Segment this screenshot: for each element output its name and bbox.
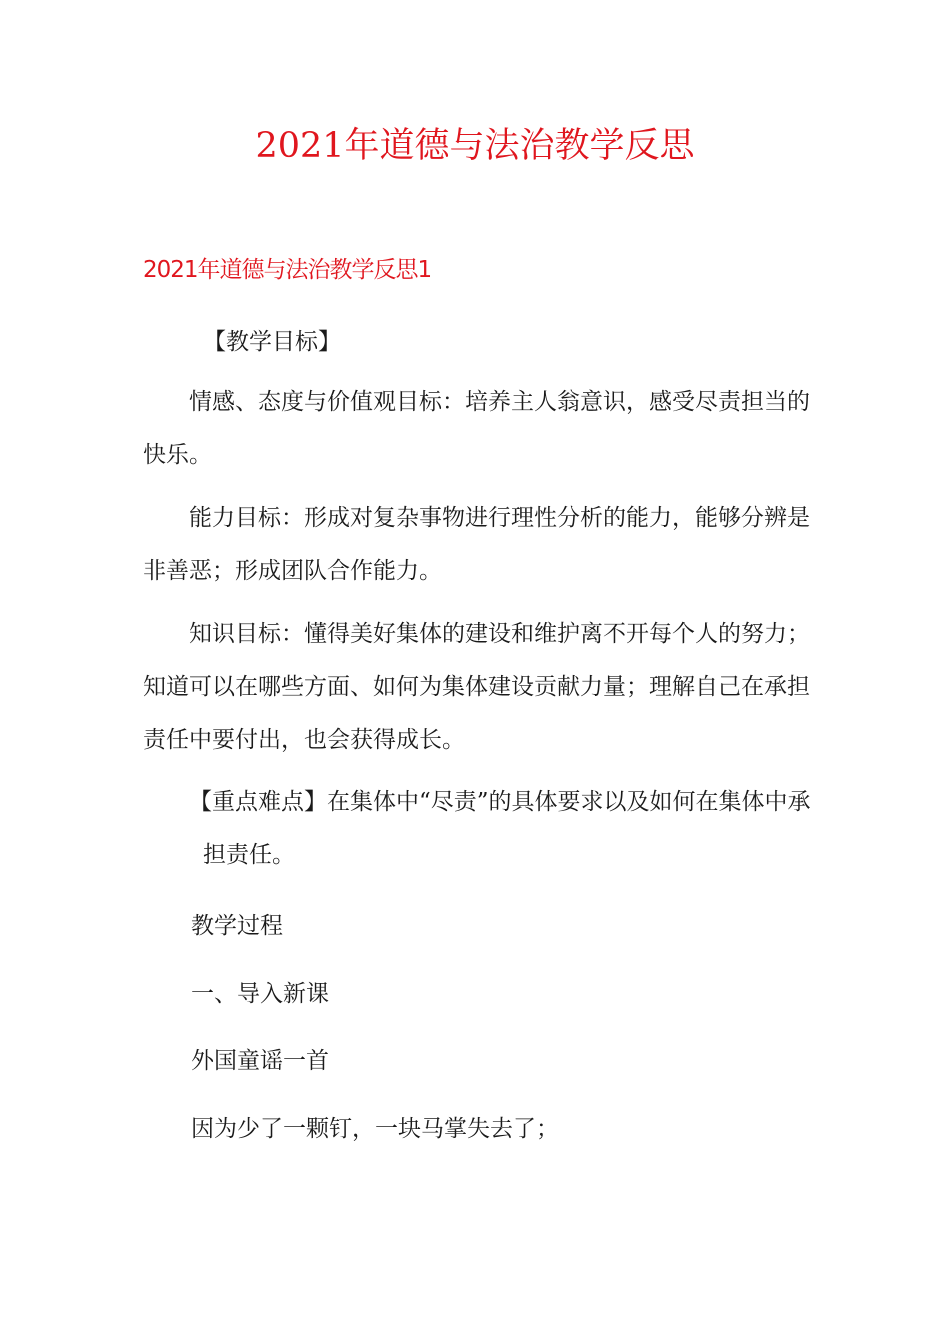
- emotion-goal-paragraph: 情感、态度与价值观目标：培养主人翁意识，感受尽责担当的快乐。: [143, 389, 810, 468]
- knowledge-goal-paragraph: 知识目标：懂得美好集体的建设和维护离不开每个人的努力；知道可以在哪些方面、如何为集体建设贡献力量；理解自己在承担责任中要付出，也会获得成长。: [143, 621, 810, 753]
- document-title: 2021年道德与法治教学反思: [255, 126, 695, 166]
- teaching-process-label: 教学过程: [191, 913, 283, 939]
- teaching-goals-label: 【教学目标】: [203, 329, 341, 355]
- rhyme-line-1: 因为少了一颗钉，一块马掌失去了；: [191, 1116, 559, 1142]
- step-one-heading: 一、导入新课: [191, 981, 329, 1007]
- key-points-paragraph: 【重点难点】在集体中“尽责”的具体要求以及如何在集体中承担责任。: [189, 789, 811, 868]
- section-heading: 2021年道德与法治教学反思1: [143, 257, 432, 283]
- ability-goal-paragraph: 能力目标：形成对复杂事物进行理性分析的能力，能够分辨是非善恶；形成团队合作能力。: [143, 505, 810, 584]
- nursery-rhyme-title: 外国童谣一首: [191, 1048, 329, 1074]
